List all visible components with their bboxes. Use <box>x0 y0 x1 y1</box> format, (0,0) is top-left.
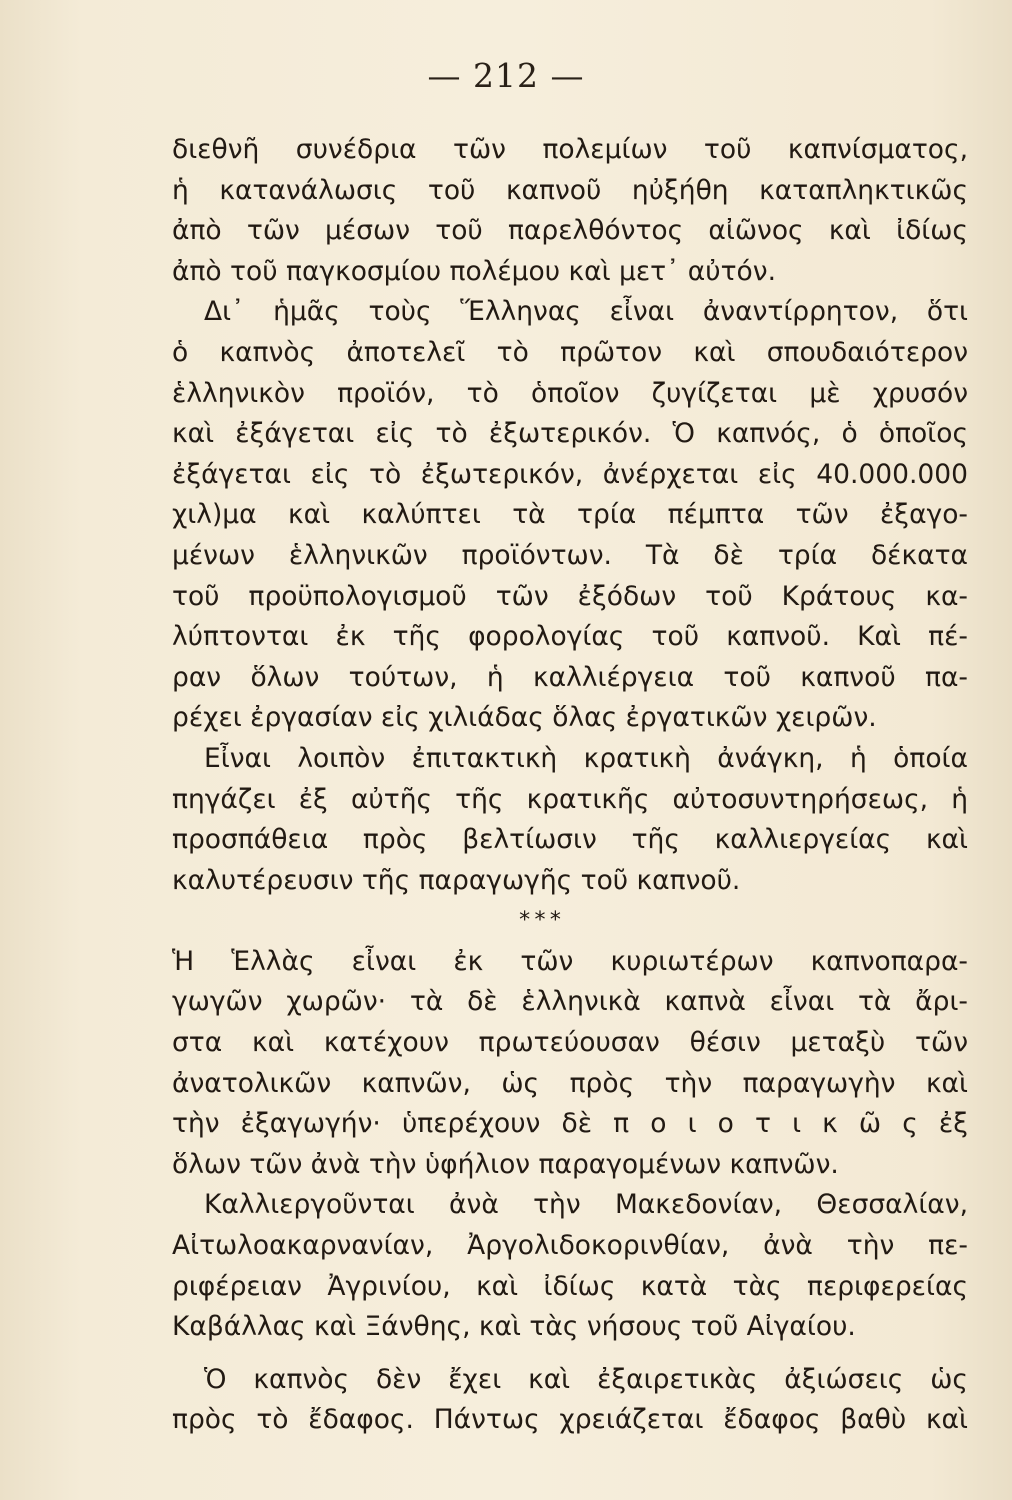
paragraph-4 <box>172 942 968 1186</box>
paragraph-1 <box>172 130 968 292</box>
text-line: γωγῶν χωρῶν· τὰ δὲ ἑλληνικὰ καπνὰ εἶναι τὰ ἄρι- <box>172 986 968 1018</box>
text-line: ραν ὅλων τούτων, ἡ καλλιέργεια τοῦ καπνοῦ πα- <box>172 661 968 693</box>
paragraph-6 <box>172 1360 968 1441</box>
page-number: — 212 — <box>427 56 585 95</box>
text-line: ρέχει ἐργασίαν εἰς χιλιάδας ὅλας ἐργατικῶν χειρῶν. <box>172 702 877 734</box>
text-line: Δι᾽ ἡμᾶς τοὺς Ἕλληνας εἶναι ἀναντίρρητον, ὅτι <box>204 296 968 328</box>
text-line: Ἡ Ἑλλὰς εἶναι ἐκ τῶν κυριωτέρων καπνοπαρα- <box>172 945 968 977</box>
text-line: πρὸς τὸ ἔδαφος. Πάντως χρειάζεται ἔδαφος βαθὺ καὶ <box>172 1404 968 1436</box>
text-line: ὅλων τῶν ἀνὰ τὴν ὑφήλιον παραγομένων καπνῶν. <box>172 1148 839 1180</box>
body-text <box>172 130 968 1441</box>
text-line: στα καὶ κατέχουν πρωτεύουσαν θέσιν μεταξὺ τῶν <box>172 1027 968 1059</box>
text-line: τὴν ἐξαγωγήν· ὑπερέχουν δὲ π ο ι ο τ ι κ ῶ ς ἐξ <box>172 1108 968 1140</box>
text-line: λύπτονται ἐκ τῆς φορολογίας τοῦ καπνοῦ. Καὶ πέ- <box>172 621 968 653</box>
text-line: ἐξάγεται εἰς τὸ ἐξωτερικόν, ἀνέρχεται εἰς 40.000.000 <box>172 458 968 490</box>
text-line: καὶ ἐξάγεται εἰς τὸ ἐξωτερικόν. Ὁ καπνός, ὁ ὁποῖος <box>172 418 968 450</box>
text-line: προσπάθεια πρὸς βελτίωσιν τῆς καλλιεργείας καὶ <box>172 824 968 856</box>
paragraph-5 <box>172 1185 968 1347</box>
text-line: διεθνῆ συνέδρια τῶν πολεμίων τοῦ καπνίσματος, <box>172 134 968 165</box>
text-line: ριφέρειαν Ἀγρινίου, καὶ ἰδίως κατὰ τὰς περιφερείας <box>172 1270 968 1302</box>
text-line: Ὁ καπνὸς δὲν ἔχει καὶ ἐξαιρετικὰς ἀξιώσεις ὡς <box>204 1363 968 1395</box>
text-line: ἑλληνικὸν προϊόν, τὸ ὁποῖον ζυγίζεται μὲ χρυσόν <box>172 377 968 409</box>
text-line: ἀπὸ τοῦ παγκοσμίου πολέμου καὶ μετ᾽ αὐτόν. <box>172 255 777 287</box>
paragraph-2 <box>172 292 968 739</box>
paragraph-3 <box>172 739 968 901</box>
text-line: Εἶναι λοιπὸν ἐπιτακτικὴ κρατικὴ ἀνάγκη, ἡ ὁποία <box>204 742 968 774</box>
text-line: τοῦ προϋπολογισμοῦ τῶν ἐξόδων τοῦ Κράτους κα- <box>172 580 968 612</box>
paragraph-gap <box>172 1348 968 1360</box>
text-line: μένων ἑλληνικῶν προϊόντων. Τὰ δὲ τρία δέκατα <box>172 539 968 571</box>
text-line: Αἰτωλοακαρνανίαν, Ἀργολιδοκορινθίαν, ἀνὰ τὴν πε- <box>172 1230 968 1262</box>
text-line: καλυτέρευσιν τῆς παραγωγῆς τοῦ καπνοῦ. <box>172 864 741 896</box>
text-line: ἀπὸ τῶν μέσων τοῦ παρελθόντος αἰῶνος καὶ ἰδίως <box>172 215 968 247</box>
text-line: Καβάλλας καὶ Ξάνθης, καὶ τὰς νήσους τοῦ Αἰγαίου. <box>172 1311 856 1343</box>
text-line: Καλλιεργοῦνται ἀνὰ τὴν Μακεδονίαν, Θεσσαλίαν, <box>204 1189 968 1221</box>
section-separator: * * * <box>519 908 561 934</box>
text-line: ἡ κατανάλωσις τοῦ καπνοῦ ηὐξήθη καταπληκτικῶς <box>172 174 968 206</box>
text-line: χιλ)μα καὶ καλύπτει τὰ τρία πέμπτα τῶν ἐξαγο- <box>172 499 968 531</box>
text-line: ἀνατολικῶν καπνῶν, ὡς πρὸς τὴν παραγωγὴν καὶ <box>172 1067 968 1099</box>
text-line: πηγάζει ἐξ αὐτῆς τῆς κρατικῆς αὐτοσυντηρήσεως, ἡ <box>172 783 968 815</box>
text-line: ὁ καπνὸς ἀποτελεῖ τὸ πρῶτον καὶ σπουδαιότερον <box>172 336 968 368</box>
